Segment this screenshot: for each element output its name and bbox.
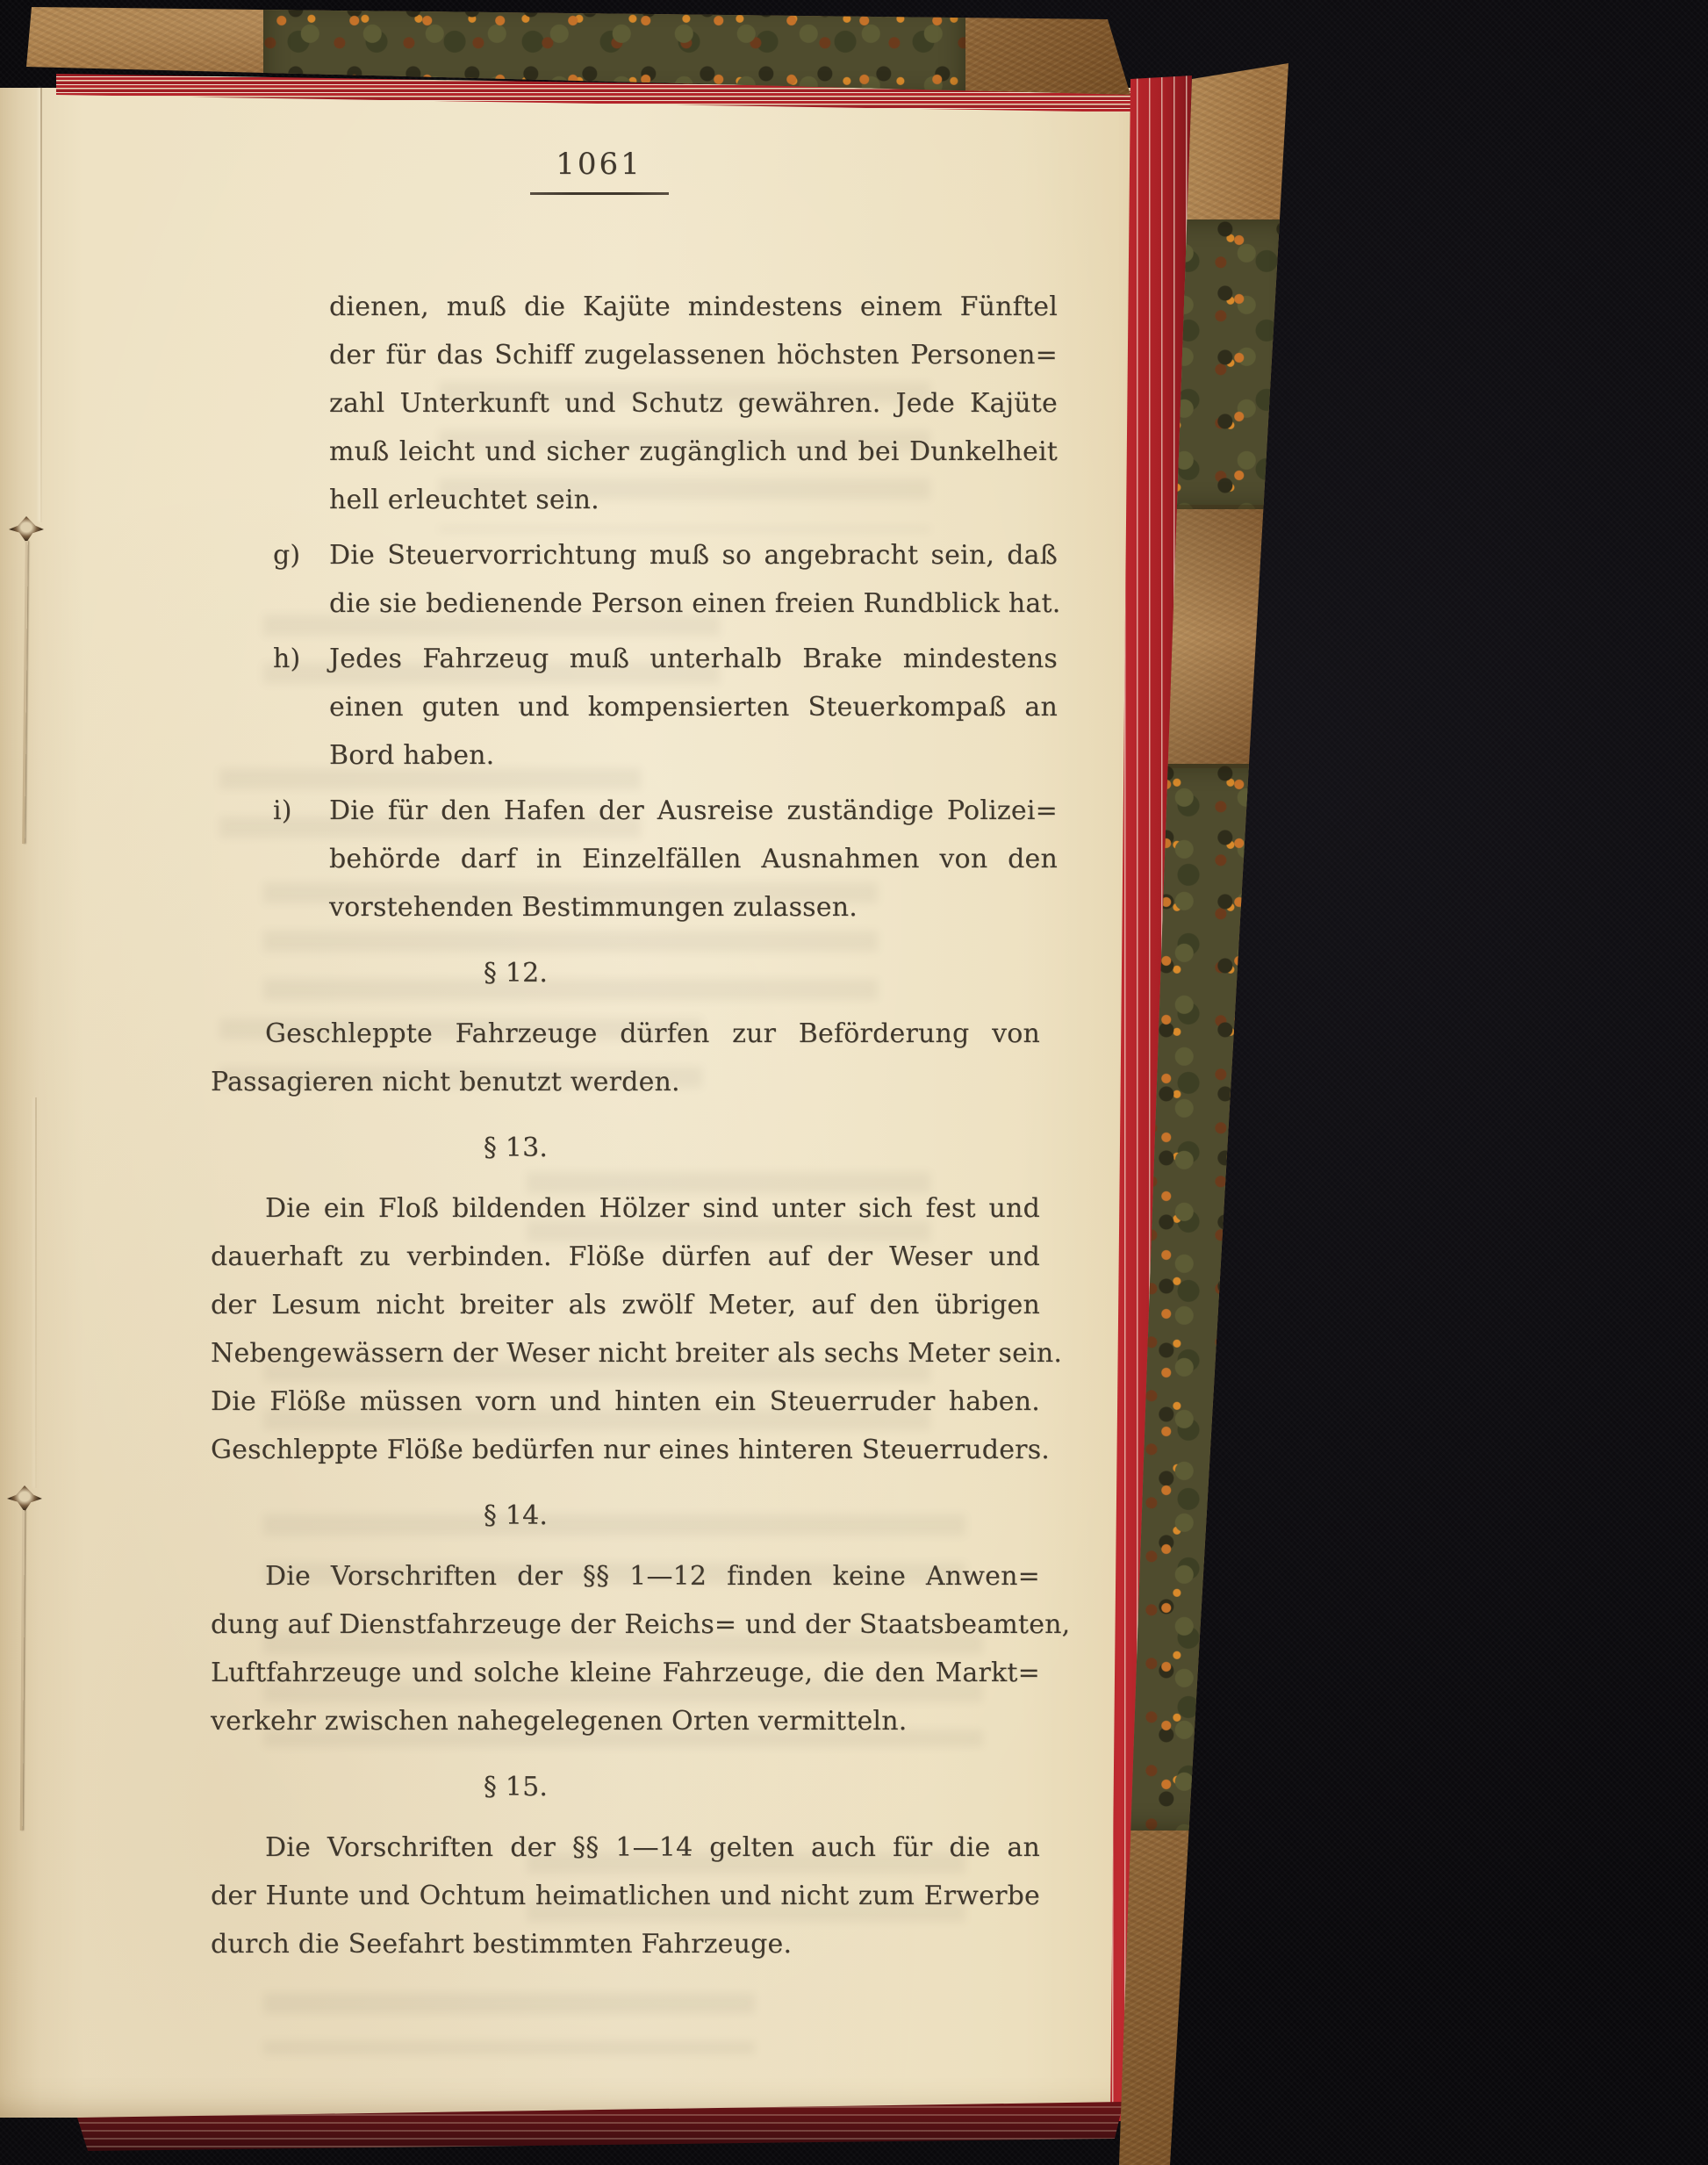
binding-thread bbox=[22, 541, 28, 844]
list-item-label: h) bbox=[273, 644, 301, 674]
page-text bbox=[211, 140, 1071, 1968]
section-heading: § 15. bbox=[483, 1772, 549, 1802]
section-paragraph bbox=[211, 1184, 1063, 1474]
text-line: dung auf Dienstfahrzeuge der Reichs= und der Staatsbeamten, bbox=[211, 1609, 1071, 1640]
section-12 bbox=[211, 949, 1040, 1106]
list-item-text bbox=[329, 635, 1058, 780]
section-paragraph bbox=[211, 1010, 1040, 1106]
section-15 bbox=[211, 1763, 1040, 1968]
text-line: vorstehenden Bestimmungen zulassen. bbox=[329, 892, 858, 923]
text-line: dienen, muß die Kajüte mindestens einem Fünftel bbox=[329, 291, 1058, 322]
text-line: Geschleppte Fahrzeuge dürfen zur Beförderung von bbox=[265, 1018, 1040, 1049]
text-line: der für das Schiff zugelassenen höchsten Personen= bbox=[329, 340, 1058, 370]
text-line: Geschleppte Flöße bedürfen nur eines hinteren Steuerruders. bbox=[211, 1435, 1051, 1465]
text-line: einen guten und kompensierten Steuerkompaß an bbox=[329, 692, 1058, 723]
section-heading: § 12. bbox=[483, 958, 549, 989]
page-number-rule bbox=[530, 192, 669, 195]
text-line: durch die Seefahrt bestimmten Fahrzeuge. bbox=[211, 1929, 793, 1960]
text-line: Nebengewässern der Weser nicht breiter als sechs Meter sein. bbox=[211, 1338, 1063, 1369]
text-line: Bord haben. bbox=[329, 740, 495, 771]
text-line: Luftfahrzeuge und solche kleine Fahrzeuge, die den Markt= bbox=[211, 1658, 1040, 1688]
binding-thread bbox=[20, 1510, 25, 1831]
text-line: der Hunte und Ochtum heimatlichen und nicht zum Erwerbe bbox=[211, 1881, 1040, 1911]
section-paragraph bbox=[211, 1552, 1071, 1745]
paper-crease bbox=[40, 88, 42, 522]
text-line: behörde darf in Einzelfällen Ausnahmen von den bbox=[329, 844, 1058, 874]
text-line: Passagieren nicht benutzt werden. bbox=[211, 1067, 680, 1097]
list-item-i bbox=[211, 787, 1058, 931]
list-item-label: g) bbox=[273, 540, 301, 571]
text-line: der Lesum nicht breiter als zwölf Meter, auf den übrigen bbox=[211, 1290, 1040, 1320]
paper-crease bbox=[35, 1097, 37, 1488]
list-item-g bbox=[211, 531, 1061, 628]
text-line: hell erleuchtet sein. bbox=[329, 485, 599, 515]
showthrough-smudge bbox=[263, 1993, 755, 2054]
text-line: die sie bedienende Person einen freien Rundblick hat. bbox=[329, 588, 1061, 619]
text-line: Jedes Fahrzeug muß unterhalb Brake mindestens bbox=[329, 644, 1058, 674]
section-heading: § 13. bbox=[483, 1133, 549, 1163]
binding-stitch-hole bbox=[9, 516, 44, 543]
section-13 bbox=[211, 1124, 1063, 1474]
list-item-text bbox=[329, 531, 1061, 628]
paragraph-continuation bbox=[329, 283, 1058, 524]
text-line: Die Vorschriften der §§ 1—12 finden keine Anwen= bbox=[265, 1561, 1040, 1592]
section-paragraph bbox=[211, 1823, 1040, 1968]
book-page bbox=[0, 88, 1136, 2118]
page-number: 1061 bbox=[556, 147, 642, 182]
text-line: dauerhaft zu verbinden. Flöße dürfen auf der Weser und bbox=[211, 1241, 1040, 1272]
section-14 bbox=[211, 1492, 1071, 1745]
list-item-h bbox=[211, 635, 1058, 780]
binding-stitch-hole bbox=[7, 1485, 42, 1512]
text-line: Die ein Floß bildenden Hölzer sind unter sich fest und bbox=[265, 1193, 1040, 1224]
page-header bbox=[211, 140, 1040, 195]
section-heading: § 14. bbox=[483, 1500, 549, 1531]
text-line: Die Vorschriften der §§ 1—14 gelten auch für die an bbox=[265, 1832, 1040, 1863]
list-item-label: i) bbox=[273, 795, 292, 826]
list-item-text bbox=[329, 787, 1058, 931]
text-line: Die für den Hafen der Ausreise zuständige Polizei= bbox=[329, 795, 1058, 826]
text-line: muß leicht und sicher zugänglich und bei Dunkelheit bbox=[329, 436, 1058, 467]
text-line: Die Flöße müssen vorn und hinten ein Steuerruder haben. bbox=[211, 1386, 1040, 1417]
text-line: zahl Unterkunft und Schutz gewähren. Jede Kajüte bbox=[329, 388, 1058, 419]
text-line: Die Steuervorrichtung muß so angebracht sein, daß bbox=[329, 540, 1058, 571]
text-line: verkehr zwischen nahegelegenen Orten vermitteln. bbox=[211, 1706, 908, 1737]
